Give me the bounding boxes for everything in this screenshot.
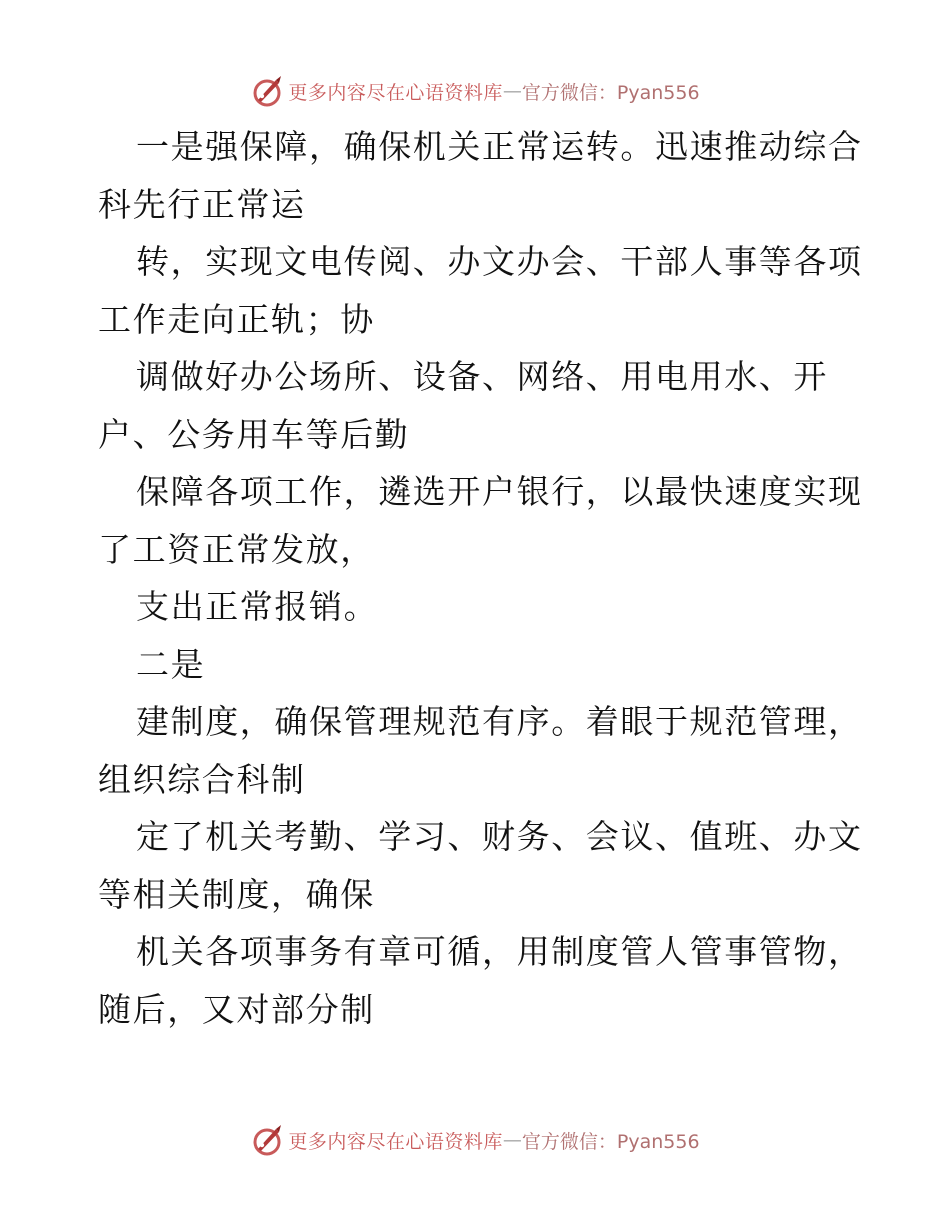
text-line: 了工资正常发放，: [98, 529, 375, 569]
footer-watermark: [0, 1120, 950, 1160]
text-line: 建制度，确保管理规范有序。着眼于规范管理，: [136, 702, 863, 741]
quill-logo-icon: [250, 74, 284, 108]
text-line: 支出正常报销。: [136, 587, 379, 626]
text-line: 定了机关考勤、学习、财务、会议、值班、办文: [136, 817, 863, 856]
text-line: 机关各项事务有章可循，用制度管人管事管物，: [136, 932, 863, 971]
text-line: 户、公务用车等后勤: [98, 414, 410, 454]
watermark-contact: 官方微信：Pyan556: [521, 1130, 700, 1153]
document-body: [98, 118, 863, 1038]
text-line: 工作走向正轨；协: [98, 299, 375, 339]
watermark-separator: —: [502, 1129, 522, 1151]
text-line: 二是: [136, 644, 206, 684]
text-line: 调做好办公场所、设备、网络、用电用水、开: [136, 357, 828, 396]
text-line: 转，实现文电传阅、办文办会、干部人事等各项: [136, 242, 863, 281]
watermark-contact: 官方微信：Pyan556: [521, 81, 700, 104]
text-line: 科先行正常运: [98, 184, 306, 224]
text-line: 保障各项工作，遴选开户银行，以最快速度实现: [136, 472, 863, 511]
watermark-text: 更多内容尽在心语资料库: [288, 81, 503, 104]
text-line: 一是强保障，确保机关正常运转。迅速推动综合: [136, 127, 863, 166]
text-line: 组织综合科制: [98, 759, 306, 799]
text-line: 随后，又对部分制: [98, 989, 375, 1029]
watermark-text: 更多内容尽在心语资料库: [288, 1130, 503, 1153]
header-watermark: [0, 71, 950, 111]
quill-logo-icon: [250, 1123, 284, 1157]
watermark-separator: —: [502, 80, 522, 102]
text-line: 等相关制度，确保: [98, 874, 375, 914]
